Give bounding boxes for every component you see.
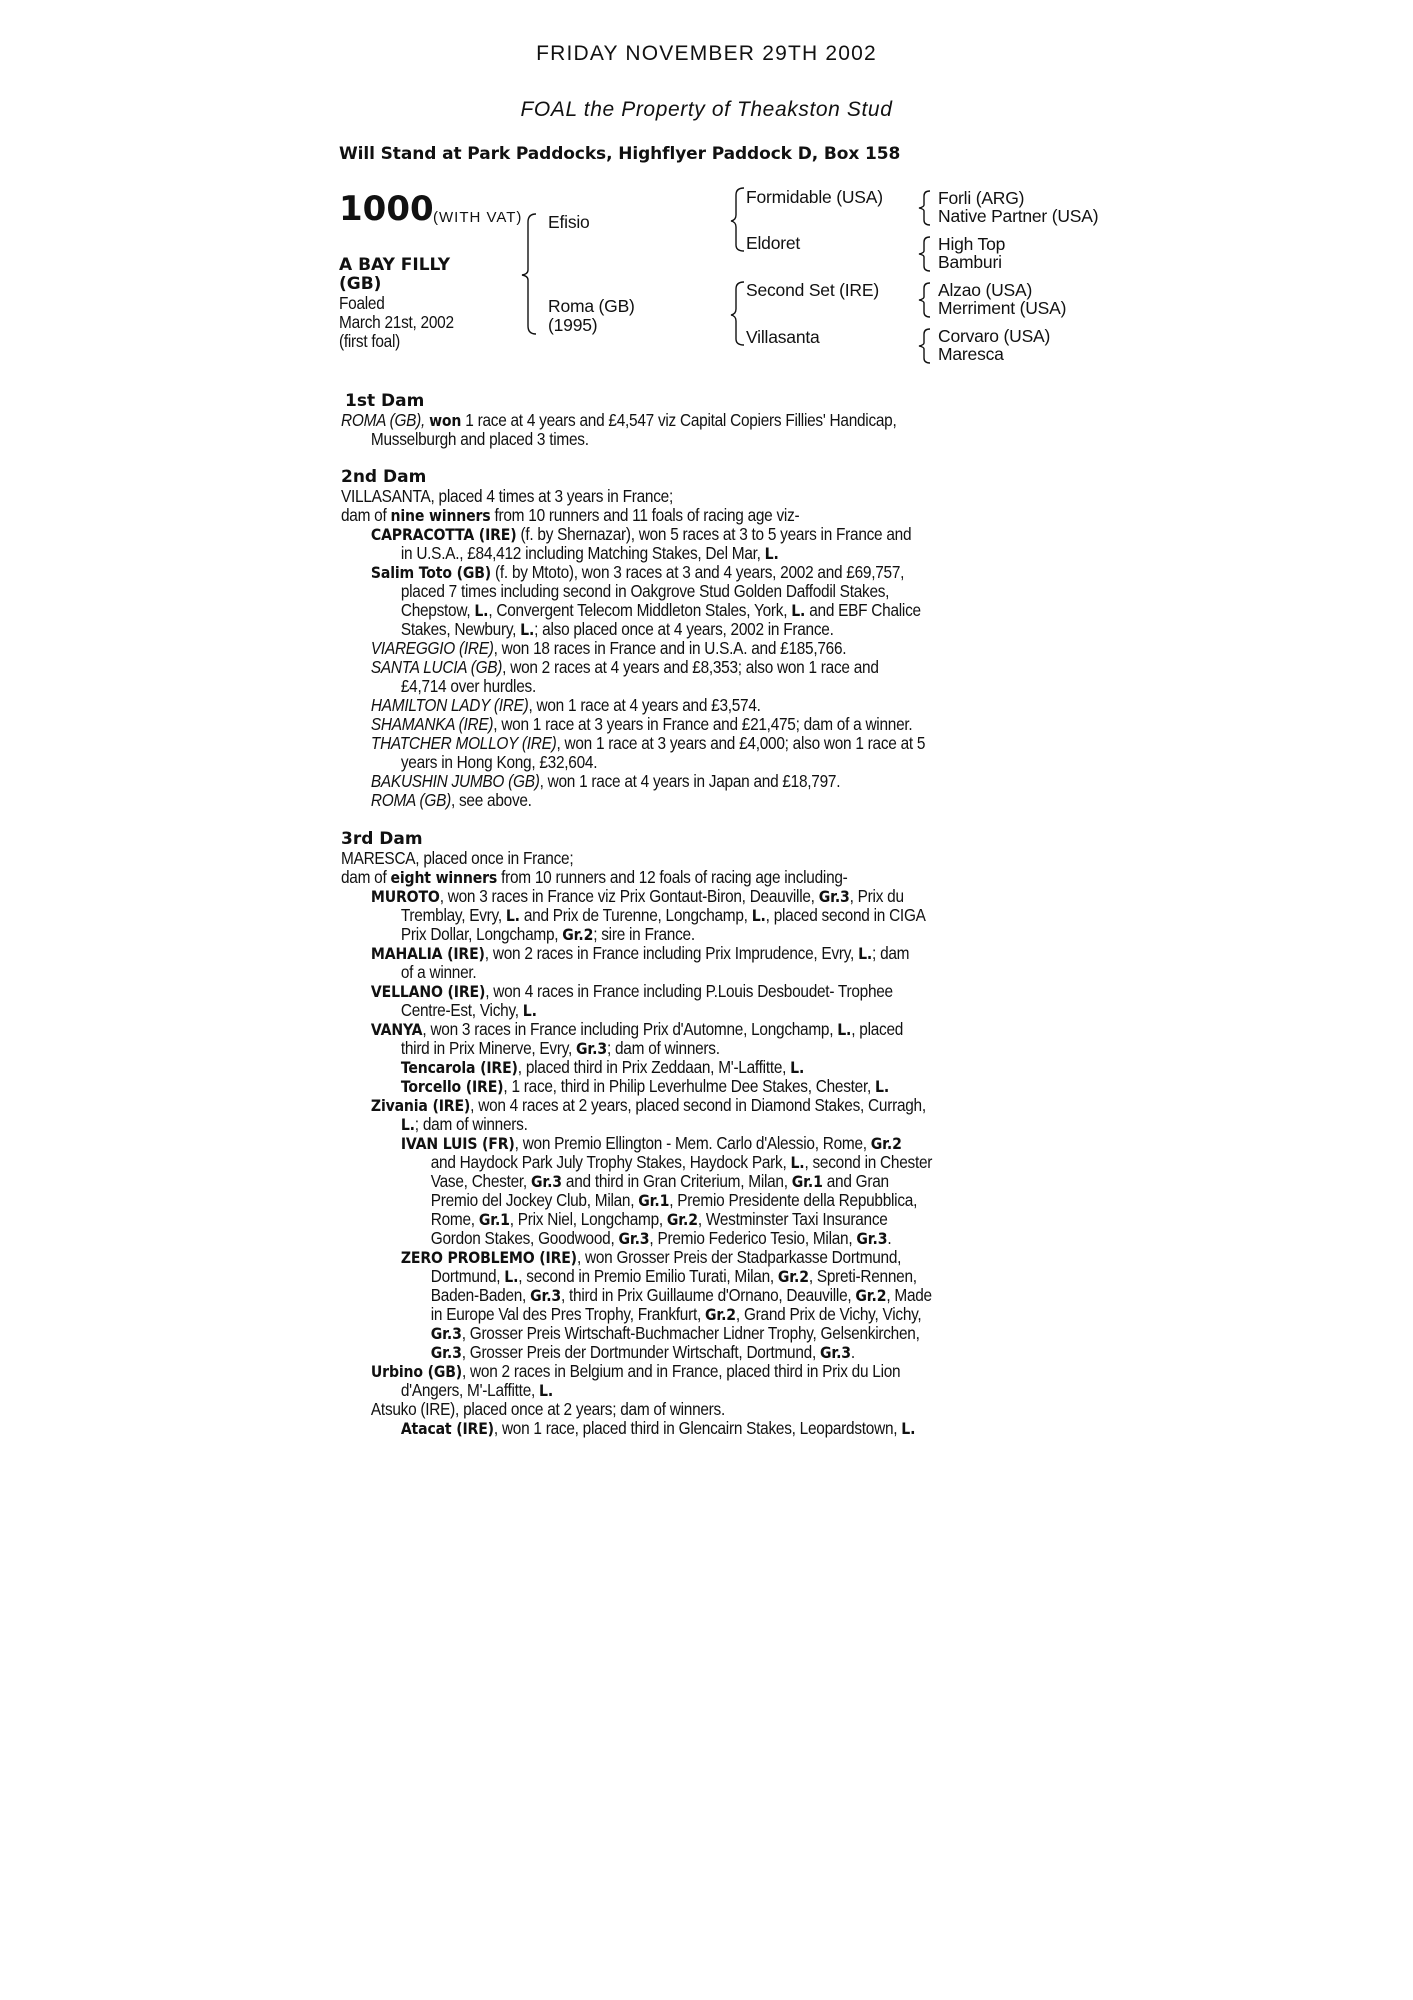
listed-mark: L.	[751, 906, 766, 925]
text-span: ; dam	[872, 943, 910, 963]
text-span: , placed	[851, 1019, 904, 1039]
text-span: , Made	[886, 1285, 932, 1305]
third-dam-heading: 3rd Dam	[341, 829, 423, 849]
text-span: , won 2 races at 4 years and £8,353; also won 1 race and	[502, 657, 879, 677]
produce-line	[341, 1058, 1054, 1077]
vat-note: (WITH VAT)	[433, 209, 523, 226]
produce-line	[341, 525, 1054, 544]
listed-mark: L.	[837, 1020, 852, 1039]
stand-location: Will Stand at Park Paddocks, Highflyer Paddock D, Box 158	[339, 144, 901, 164]
text-span: Gordon Stakes, Goodwood,	[430, 1228, 619, 1248]
sire-sire: Formidable (USA)	[746, 187, 883, 207]
produce-line	[341, 1343, 1054, 1362]
horse-name: VIAREGGIO (IRE)	[370, 638, 494, 658]
group-mark: Gr.2	[704, 1305, 736, 1324]
text-span: , won 2 races in Belgium and in France, placed third in Prix du Lion	[462, 1361, 901, 1381]
text-span: from 10 runners and 12 foals of racing age including-	[497, 867, 848, 887]
listed-mark: L.	[790, 1058, 805, 1077]
produce-line	[341, 1172, 1054, 1191]
group-mark: Gr.3	[530, 1286, 562, 1305]
text-span: , Prix du	[849, 886, 904, 906]
produce-line	[341, 1248, 1054, 1267]
produce-line: £4,714 over hurdles.	[400, 676, 536, 696]
text-span: , see above.	[450, 790, 532, 810]
sire-dam-dam: Bamburi	[938, 252, 1002, 272]
produce-line	[341, 734, 1054, 753]
text-span: , won 2 races in France including Prix Imprudence, Evry,	[484, 943, 859, 963]
text-span: Stakes, Newbury,	[400, 619, 521, 639]
produce-line	[341, 925, 1054, 944]
text-span: Prix Dollar, Longchamp,	[400, 924, 563, 944]
text-span: (f. by Mtoto), won 3 races at 3 and 4 years, 2002 and £69,757,	[491, 562, 905, 582]
text-span: and Prix de Turenne, Longchamp,	[519, 905, 752, 925]
produce-line	[341, 1096, 1054, 1115]
listed-mark: L.	[764, 544, 779, 563]
foaled-date: March 21st, 2002	[339, 312, 454, 332]
text-span: from 10 runners and 11 foals of racing age viz-	[490, 505, 800, 525]
horse-name: HAMILTON LADY (IRE)	[370, 695, 529, 715]
horse-title-line2: (GB)	[339, 274, 382, 294]
text-span: , second in Premio Emilio Turati, Milan,	[518, 1266, 778, 1286]
dam-dam: Villasanta	[746, 327, 820, 347]
produce-line: years in Hong Kong, £32,604.	[400, 752, 598, 772]
text-span: , Premio Federico Tesio, Milan,	[649, 1228, 857, 1248]
listed-mark: L.	[790, 1153, 805, 1172]
dam-sire: Second Set (IRE)	[746, 280, 879, 300]
produce-line	[341, 906, 1054, 925]
produce-line	[341, 1229, 1054, 1248]
first-dam-section	[341, 392, 1151, 449]
produce-line	[341, 1153, 1054, 1172]
sire-sire-dam: Native Partner (USA)	[938, 206, 1099, 226]
text-span: Chepstow,	[400, 600, 475, 620]
first-dam-line	[341, 411, 1054, 430]
produce-line	[341, 639, 1054, 658]
produce-line	[341, 658, 1054, 677]
horse-name: SANTA LUCIA (GB)	[370, 657, 503, 677]
text-span: , Spreti-Rennen,	[808, 1266, 917, 1286]
text-span: ; sire in France.	[593, 924, 695, 944]
horse-name: Salim Toto (GB)	[370, 563, 492, 582]
listed-mark: L.	[504, 1267, 519, 1286]
second-dam-text	[341, 487, 1054, 810]
produce-line	[341, 1039, 1054, 1058]
text-span: , 1 race, third in Philip Leverhulme Dee Stakes, Chester,	[503, 1076, 876, 1096]
group-mark: Gr.2	[855, 1286, 887, 1305]
winners-count: eight winners	[390, 868, 498, 887]
produce-line	[341, 1077, 1054, 1096]
text-span: , won Premio Ellington - Mem. Carlo d'Alessio, Rome,	[514, 1133, 871, 1153]
group-mark: Gr.2	[666, 1210, 698, 1229]
produce-line	[341, 544, 1054, 563]
group-mark: Gr.2	[870, 1134, 902, 1153]
produce-line: Atsuko (IRE), placed once at 2 years; dam of winners.	[370, 1399, 725, 1419]
text-span: Centre-Est, Vichy,	[400, 1000, 523, 1020]
dam	[548, 297, 635, 335]
text-span: , won 1 race at 3 years and £4,000; also won 1 race at 5	[556, 733, 926, 753]
horse-name: ROMA (GB),	[341, 410, 426, 430]
text-span: , won 1 race, placed third in Glencairn Stakes, Leopardstown,	[493, 1418, 902, 1438]
sale-date: FRIDAY NOVEMBER 29TH 2002	[536, 42, 877, 65]
horse-name: VELLANO (IRE)	[370, 982, 486, 1001]
dam-dam-sire: Corvaro (USA)	[938, 326, 1051, 346]
produce-line	[341, 791, 1054, 810]
text-span: , won 1 race at 3 years in France and £21,475; dam of a winner.	[493, 714, 913, 734]
text-span: , won 1 race at 4 years and £3,574.	[528, 695, 761, 715]
horse-name: Tencarola (IRE)	[400, 1058, 518, 1077]
produce-line	[341, 563, 1054, 582]
text-span: , Grand Prix de Vichy, Vichy,	[735, 1304, 922, 1324]
horse-name: MUROTO	[370, 887, 440, 906]
sire-dam: Eldoret	[746, 233, 801, 253]
horse-name: Urbino (GB)	[370, 1362, 463, 1381]
sire-sire-sire: Forli (ARG)	[938, 188, 1025, 208]
text-span: , Grosser Preis der Dortmunder Wirtschaft, Dortmund,	[461, 1342, 820, 1362]
text-span: (f. by Shernazar), won 5 races at 3 to 5 years in France and	[516, 524, 912, 544]
pedigree-bracket-3a	[918, 190, 934, 226]
text-span: , Westminster Taxi Insurance	[697, 1209, 888, 1229]
dam-sire-sire: Alzao (USA)	[938, 280, 1033, 300]
produce-line	[341, 887, 1054, 906]
produce-line	[341, 1020, 1054, 1039]
group-mark: Gr.3	[618, 1229, 650, 1248]
first-dam-heading: 1st Dam	[345, 391, 425, 411]
text-span: and Gran	[822, 1171, 889, 1191]
text-span: in U.S.A., £84,412 including Matching Stakes, Del Mar,	[400, 543, 765, 563]
dam-line	[341, 506, 1054, 525]
produce-line	[341, 620, 1054, 639]
foaled-label: Foaled	[339, 293, 385, 313]
listed-mark: L.	[539, 1381, 554, 1400]
second-dam-section	[341, 468, 1151, 810]
produce-line	[341, 1381, 1054, 1400]
listed-mark: L.	[474, 601, 489, 620]
produce-line	[341, 772, 1054, 791]
second-dam-heading: 2nd Dam	[341, 467, 427, 487]
listed-mark: L.	[858, 944, 873, 963]
group-mark: Gr.3	[576, 1039, 607, 1058]
group-mark: Gr.3	[430, 1324, 462, 1343]
produce-line	[341, 1134, 1054, 1153]
horse-name: Atacat (IRE)	[400, 1419, 494, 1438]
won-label: won	[429, 411, 462, 430]
text-span: ; also placed once at 4 years, 2002 in France.	[534, 619, 834, 639]
dam-line: MARESCA, placed once in France;	[341, 848, 574, 868]
winners-count: nine winners	[390, 506, 491, 525]
foal-note: (first foal)	[339, 331, 401, 351]
listed-mark: L.	[791, 601, 806, 620]
text-span: d'Angers, M'-Laffitte,	[400, 1380, 540, 1400]
horse-name: IVAN LUIS (FR)	[400, 1134, 515, 1153]
dam-sire-dam: Merriment (USA)	[938, 298, 1067, 318]
listed-mark: L.	[901, 1419, 916, 1438]
produce-line	[341, 1210, 1054, 1229]
text-span: Tremblay, Evry,	[400, 905, 506, 925]
dam-dam-dam: Maresca	[938, 344, 1004, 364]
produce-line: placed 7 times including second in Oakgrove Stud Golden Daffodil Stakes,	[400, 581, 890, 601]
produce-line	[341, 1305, 1054, 1324]
text-span: , won 1 race at 4 years in Japan and £18,797.	[539, 771, 841, 791]
lot-number: 1000	[339, 189, 434, 229]
produce-line	[341, 601, 1054, 620]
pedigree-bracket-main	[520, 212, 550, 337]
listed-mark: L.	[520, 620, 535, 639]
text-span: ; dam of winners.	[414, 1114, 528, 1134]
group-mark: Gr.1	[791, 1172, 823, 1191]
text-span: Dortmund,	[430, 1266, 505, 1286]
horse-title	[339, 256, 450, 294]
group-mark: Gr.3	[818, 887, 850, 906]
text-span: , won 4 races at 2 years, placed second in Diamond Stakes, Curragh,	[470, 1095, 926, 1115]
produce-line	[341, 982, 1054, 1001]
horse-name: VANYA	[370, 1020, 423, 1039]
produce-line	[341, 1267, 1054, 1286]
text-span: .	[850, 1342, 855, 1362]
sire: Efisio	[548, 212, 590, 232]
text-span: and third in Gran Criterium, Milan,	[561, 1171, 792, 1191]
produce-line: of a winner.	[400, 962, 477, 982]
text-span: in Europe Val des Pres Trophy, Frankfurt,	[430, 1304, 705, 1324]
property-line: FOAL the Property of Theakston Stud	[520, 98, 893, 121]
text-span: and Haydock Park July Trophy Stakes, Haydock Park,	[430, 1152, 791, 1172]
horse-name: CAPRACOTTA (IRE)	[370, 525, 517, 544]
horse-title-line1: A BAY FILLY	[339, 255, 451, 275]
text-span: , Convergent Telecom Middleton Stales, York,	[488, 600, 792, 620]
produce-line	[341, 1324, 1054, 1343]
pedigree-bracket-3c	[918, 282, 934, 318]
third-dam-section	[341, 830, 1151, 1438]
group-mark: Gr.3	[530, 1172, 562, 1191]
third-dam-text	[341, 849, 1054, 1438]
text-span: , Premio Presidente della Repubblica,	[669, 1190, 918, 1210]
produce-line	[341, 1115, 1054, 1134]
text-span: , placed second in CIGA	[765, 905, 926, 925]
dam-line	[341, 868, 1054, 887]
listed-mark: L.	[400, 1115, 415, 1134]
produce-line	[341, 1001, 1054, 1020]
text-span: , placed third in Prix Zeddaan, M'-Laffitte,	[517, 1057, 791, 1077]
pedigree-bracket-3d	[918, 328, 934, 364]
produce-line	[341, 1419, 1054, 1438]
foaled-info	[339, 294, 454, 351]
first-dam-text	[341, 411, 1054, 449]
horse-name: ZERO PROBLEMO (IRE)	[400, 1248, 577, 1267]
produce-line	[341, 1286, 1054, 1305]
produce-line	[341, 1191, 1054, 1210]
text-span: Vase, Chester,	[430, 1171, 531, 1191]
group-mark: Gr.1	[638, 1191, 670, 1210]
text-span: dam of	[341, 867, 391, 887]
dam-name: Roma (GB)	[548, 296, 635, 316]
text-span: , second in Chester	[804, 1152, 933, 1172]
text-span: 1 race at 4 years and £4,547 viz Capital Copiers Fillies' Handicap,	[461, 410, 897, 430]
horse-name: ROMA (GB)	[370, 790, 451, 810]
horse-name: MAHALIA (IRE)	[370, 944, 485, 963]
listed-mark: L.	[875, 1077, 889, 1096]
produce-line	[341, 944, 1054, 963]
horse-name: Zivania (IRE)	[370, 1096, 471, 1115]
text-span: .	[887, 1228, 892, 1248]
listed-mark: L.	[505, 906, 520, 925]
group-mark: Gr.3	[430, 1343, 462, 1362]
text-span: , won 18 races in France and in U.S.A. and £185,766.	[493, 638, 847, 658]
produce-line	[341, 715, 1054, 734]
listed-mark: L.	[522, 1001, 537, 1020]
text-span: , won 3 races in France including Prix d'Automne, Longchamp,	[422, 1019, 838, 1039]
text-span: , third in Prix Guillaume d'Ornano, Deauville,	[561, 1285, 856, 1305]
text-span: , won 3 races in France viz Prix Gontaut-Biron, Deauville,	[439, 886, 819, 906]
pedigree-bracket-3b	[918, 236, 934, 272]
text-span: third in Prix Minerve, Evry,	[400, 1038, 577, 1058]
group-mark: Gr.2	[777, 1267, 809, 1286]
text-span: , Grosser Preis Wirtschaft-Buchmacher Lidner Trophy, Gelsenkirchen,	[461, 1323, 920, 1343]
horse-name: THATCHER MOLLOY (IRE)	[370, 733, 557, 753]
dam-line: VILLASANTA, placed 4 times at 3 years in France;	[341, 486, 673, 506]
horse-name: Torcello (IRE)	[400, 1077, 504, 1096]
produce-line	[341, 1362, 1054, 1381]
text-span: , Prix Niel, Longchamp,	[509, 1209, 667, 1229]
text-span: , won 4 races in France including P.Louis Desboudet- Trophee	[485, 981, 893, 1001]
horse-name: BAKUSHIN JUMBO (GB)	[370, 771, 540, 791]
text-span: , won Grosser Preis der Stadparkasse Dortmund,	[576, 1247, 902, 1267]
text-span: Premio del Jockey Club, Milan,	[430, 1190, 639, 1210]
text-span: Rome,	[430, 1209, 479, 1229]
text-span: Baden-Baden,	[430, 1285, 531, 1305]
text-span: ; dam of winners.	[606, 1038, 720, 1058]
produce-line	[341, 696, 1054, 715]
group-mark: Gr.2	[562, 925, 594, 944]
sire-dam-sire: High Top	[938, 234, 1006, 254]
text-span: and EBF Chalice	[805, 600, 921, 620]
dam-year: (1995)	[548, 315, 598, 335]
first-dam-line: Musselburgh and placed 3 times.	[370, 429, 589, 449]
text-span: dam of	[341, 505, 391, 525]
group-mark: Gr.3	[856, 1229, 888, 1248]
group-mark: Gr.3	[819, 1343, 851, 1362]
horse-name: SHAMANKA (IRE)	[370, 714, 494, 734]
group-mark: Gr.1	[478, 1210, 510, 1229]
